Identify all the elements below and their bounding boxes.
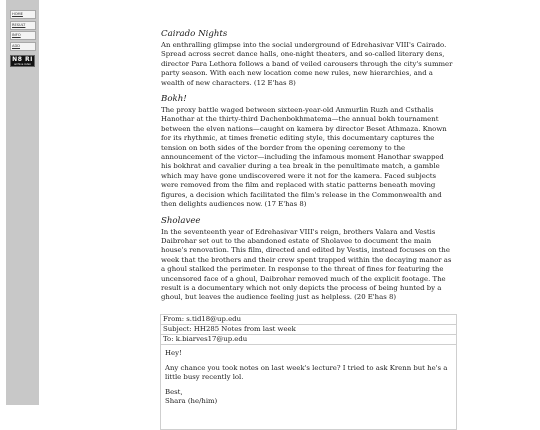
email-greeting: Hey! <box>165 349 182 357</box>
badge-caption: archive index <box>14 63 31 66</box>
entry-description: An enthralling glimpse into the social underground of Edrehasivar VIII's Cairado. Spread across secret dance halls, one-night theaters, and so-called literary dens, director Para Lethora follows a band of veiled carousers through the city's summer party season. With each new location come new rules, new hierarchies, and a wealth of new characters. (12 E'has 8) <box>161 41 453 87</box>
email-subject: Subject: HH285 Notes from last week <box>160 324 457 334</box>
email-to: To: k.biarves17@up.edu <box>160 334 457 344</box>
film-entry-sholavee <box>161 216 455 303</box>
film-list <box>161 29 455 309</box>
entry-title: Bokh! <box>161 94 187 105</box>
email-text: Any chance you took notes on last week's lecture? I tried to ask Krenn but he's a little busy recently lol. <box>165 364 448 381</box>
email-body <box>160 344 457 430</box>
email-signature: Shara (he/him) <box>165 397 218 405</box>
film-entry-bokh <box>161 94 455 209</box>
site-badge-logo[interactable] <box>10 55 35 67</box>
email-from: From: s.tid18@up.edu <box>160 314 457 324</box>
sidebar-nav <box>10 10 35 52</box>
nav-add-link[interactable]: ADD <box>10 42 36 51</box>
nav-info-link[interactable]: INFO <box>10 31 36 40</box>
nav-home-link[interactable]: HOME <box>10 10 36 19</box>
entry-description: The proxy battle waged between sixteen-year-old Anmurlin Ruzh and Csthalis Hanothar at the thirty-third Dachenbokhmatema—the annual bokh tournament between the elven nations—caught on kamera by director Beset Athmaza. Known for its rhythmic, at times frenetic editing style, this documentary captures the tension on both sides of the border from the opening ceremony to the announcement of the victor—including the infamous moment Hanothar swapped his bokhrat and cavalier during a tea break in the penultimate match, a gamble which may have gone undiscovered were it not for the kamera. Faced subjects were removed from the film and replaced with static patterns beneath moving figures, a decision which facilitated the film's release in the Commonwealth and then delights audiences now. (17 E'has 8) <box>161 106 447 209</box>
entry-title: Sholavee <box>161 215 201 226</box>
email-closing: Best, <box>165 388 183 396</box>
film-entry-cairado-nights <box>161 29 455 88</box>
email-message <box>160 314 457 430</box>
entry-title: Cairado Nights <box>161 29 228 39</box>
entry-description: In the seventeenth year of Edrehasivar VIII's reign, brothers Valara and Vestis Daibrohar set out to the abandoned estate of Sholavee to document the main house's renovation. This film, directed and edited by Vestis, instead focuses on the week that the brothers and their crew spent trapped within the decaying manor as a ghoul stalked the perimeter. In response to the threat of fines for featuring the uncensored face of a ghoul, Daibrohar removed much of the explicit footage. The result is a documentary which not only depicts the process of being hunted by a ghoul, but leaves the audience feeling just as helpless. (20 E'has 8) <box>161 227 452 302</box>
nav-result-link[interactable]: RESULT <box>10 21 36 30</box>
badge-title: N8 RI <box>12 56 33 63</box>
